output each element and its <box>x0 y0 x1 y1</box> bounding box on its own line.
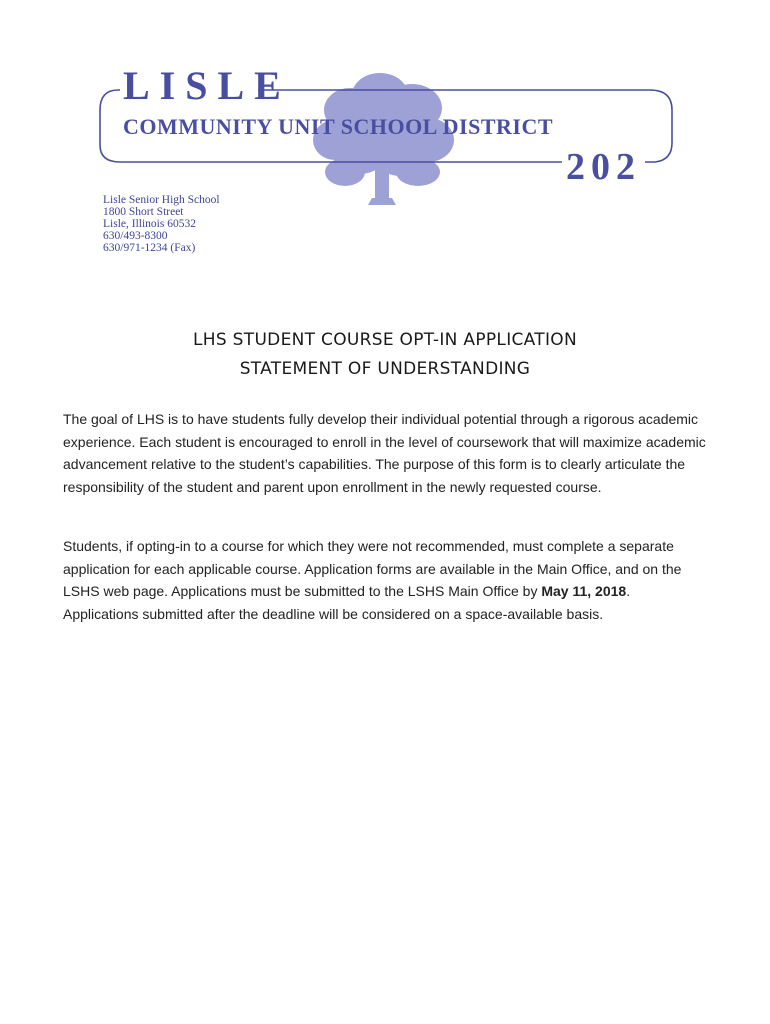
district-number: 202 <box>566 146 641 188</box>
phone-number: 630/493-8300 <box>103 230 168 242</box>
city-state-zip: Lisle, Illinois 60532 <box>103 218 196 230</box>
document-subtitle: STATEMENT OF UNDERSTANDING <box>239 359 531 379</box>
letterhead <box>0 0 770 270</box>
district-wordmark: LISLE <box>123 63 291 108</box>
school-address <box>103 194 220 254</box>
school-name: Lisle Senior High School <box>103 194 220 206</box>
document-title: LHS STUDENT COURSE OPT-IN APPLICATION <box>193 330 577 350</box>
intro-paragraph: The goal of LHS is to have students fully develop their individual potential through a rigorous academic experience. Each student is encouraged to enroll in the level of coursework that will maximize academic advancement relative to the student’s capabilities. The purpose of this form is to clearly articulate the responsibility of the student and parent upon enrollment in the newly requested course. <box>63 411 706 495</box>
street-address: 1800 Short Street <box>103 206 184 218</box>
instructions-text: Students, if opting-in to a course for which they were not recommended, must complete a separate application for each applicable course. Application forms are available in the Main Office, and on the LSHS web page. Applications must be submitted to the LSHS Main Office by <box>63 538 682 599</box>
fax-number: 630/971-1234 (Fax) <box>103 242 196 254</box>
instructions-text-end: . Applications submitted after the deadline will be considered on a space-available basis. <box>63 583 631 622</box>
deadline-date: May 11, 2018 <box>541 583 627 599</box>
instructions-paragraph <box>63 535 708 625</box>
district-name: COMMUNITY UNIT SCHOOL DISTRICT <box>123 114 554 139</box>
